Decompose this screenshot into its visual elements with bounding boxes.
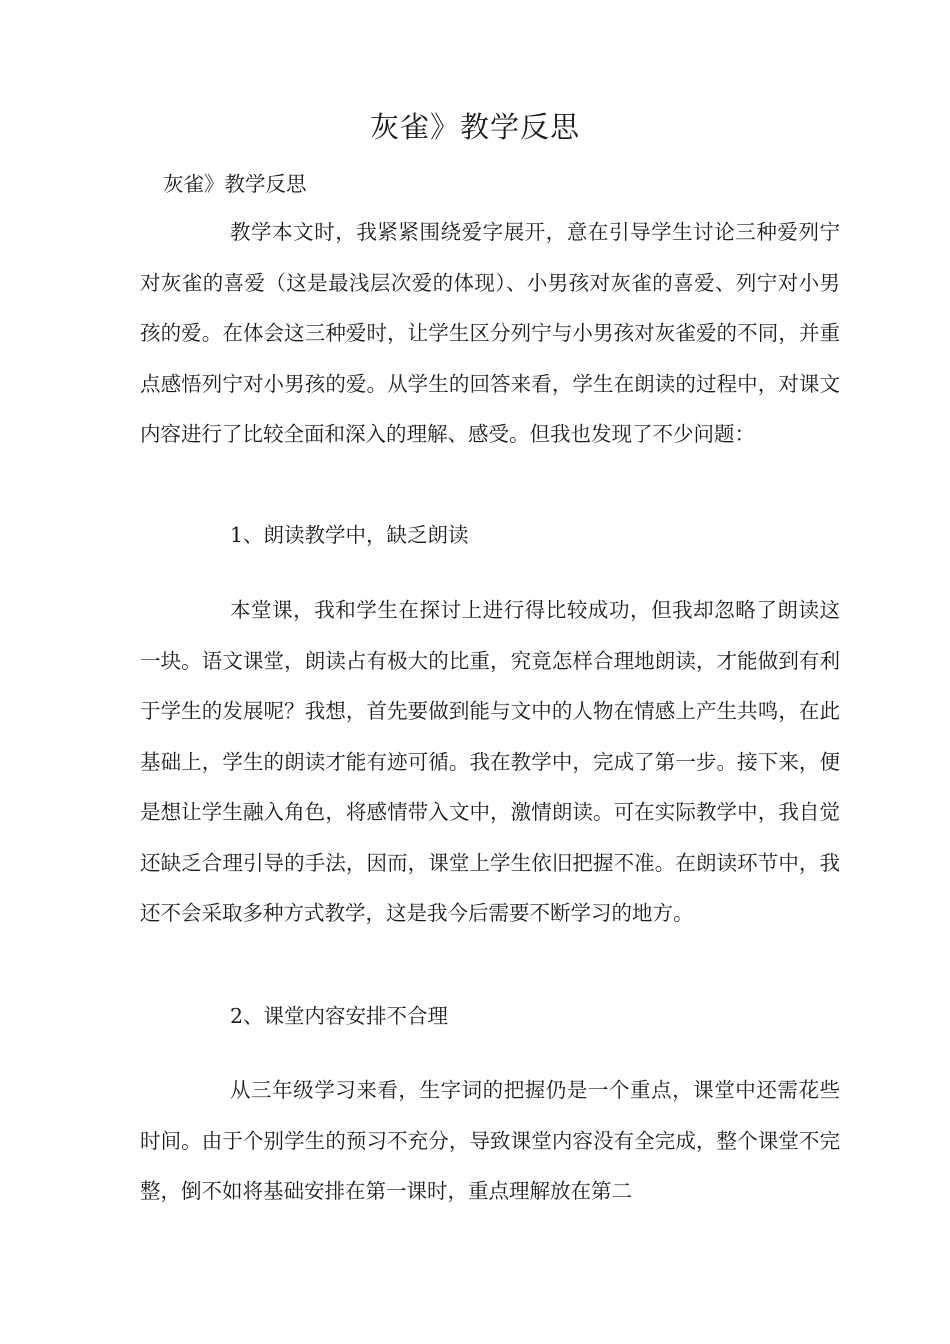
paragraph-reading: 本堂课，我和学生在探讨上进行得比较成功，但我却忽略了朗读这一块。语文课堂，朗读占有极大的比重，究竟怎样合理地朗读，才能做到有利于学生的发展呢？我想，首先要做到能与文中的人物在情感上产生共鸣，在此基础上，学生的朗读才能有迹可循。我在教学中，完成了第一步。接下来，便是想让学生融入角色，将感情带入文中，激情朗读。可在实际教学中，我自觉还缺乏合理引导的手法，因而，课堂上学生依旧把握不准。在朗读环节中，我还不会采取多种方式教学，这是我今后需要不断学习的地方。	[140, 598, 840, 925]
section-heading-arrangement: 2、课堂内容安排不合理	[230, 1004, 449, 1028]
document-title: 灰雀》教学反思	[369, 110, 580, 144]
section-heading-reading: 1、朗读教学中，缺乏朗读	[230, 523, 469, 547]
paragraph-arrangement: 从三年级学习来看，生字词的把握仍是一个重点，课堂中还需花些时间。由于个别学生的预习不充分，导致课堂内容没有全完成，整个课堂不完整，倒不如将基础安排在第一课时，重点理解放在第二	[140, 1078, 840, 1203]
paragraph-intro: 教学本文时，我紧紧围绕爱字展开，意在引导学生讨论三种爱列宁对灰雀的喜爱（这是最浅层次爱的体现）、小男孩对灰雀的喜爱、列宁对小男孩的爱。在体会这三种爱时，让学生区分列宁与小男孩对灰雀爱的不同，并重点感悟列宁对小男孩的爱。从学生的回答来看，学生在朗读的过程中，对课文内容进行了比较全面和深入的理解、感受。但我也发现了不少问题：	[140, 220, 840, 446]
document-subtitle: 灰雀》教学反思	[163, 172, 307, 196]
